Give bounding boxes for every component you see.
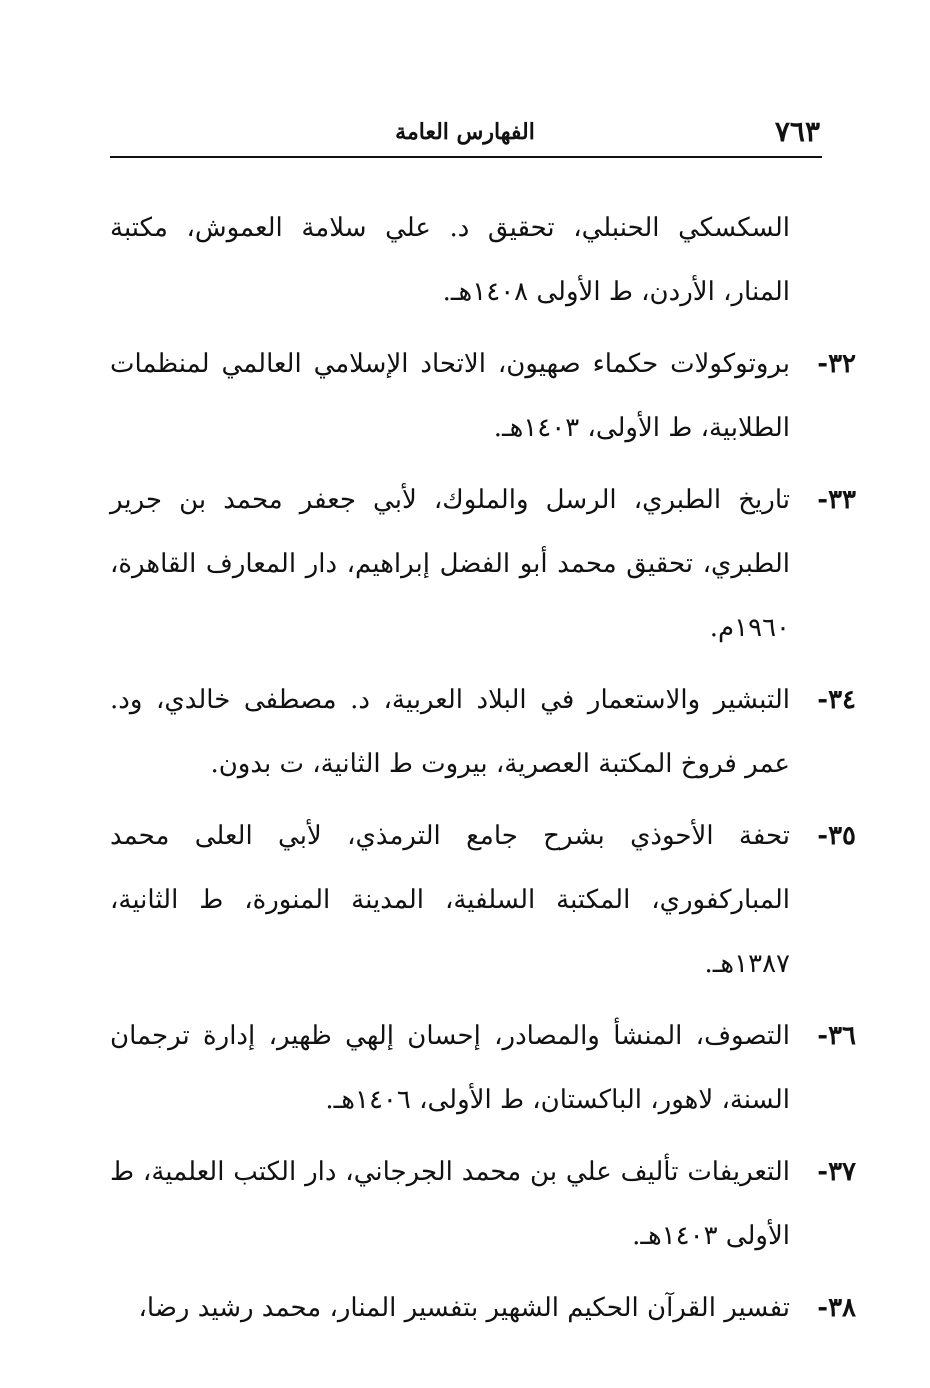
entry-text: تاريخ الطبري، الرسل والملوك، لأبي جعفر محمد بن جرير الطبري، تحقيق محمد أبو الفضل إبراهيم، دار المعارف القاهرة، ١٩٦٠م.	[110, 485, 790, 643]
bibliography-list	[110, 196, 856, 1348]
bibliography-entry-37	[110, 1140, 856, 1268]
entry-number: ٣٨-	[817, 1293, 856, 1323]
entry-text: تفسير القرآن الحكيم الشهير بتفسير المنار، محمد رشيد رضا،	[138, 1293, 790, 1323]
entry-number: ٣٣-	[817, 485, 856, 515]
entry-number: ٣٧-	[817, 1157, 856, 1187]
bibliography-entry-32	[110, 332, 856, 460]
entry-text: التصوف، المنشأ والمصادر، إحسان إلهي ظهير، إدارة ترجمان السنة، لاهور، الباكستان، ط الأولى، ١٤٠٦هـ.	[110, 1021, 790, 1115]
bibliography-entry-36	[110, 1004, 856, 1132]
entry-number: ٣٥-	[817, 821, 856, 851]
entry-text: بروتوكولات حكماء صهيون، الاتحاد الإسلامي العالمي لمنظمات الطلابية، ط الأولى، ١٤٠٣هـ.	[110, 349, 790, 443]
running-title: الفهارس العامة	[395, 119, 535, 145]
bibliography-entry-33	[110, 468, 856, 660]
entry-text: السكسكي الحنبلي، تحقيق د. علي سلامة العموش، مكتبة المنار، الأردن، ط الأولى ١٤٠٨هـ.	[110, 213, 790, 307]
entry-text: التعريفات تأليف علي بن محمد الجرجاني، دار الكتب العلمية، ط الأولى ١٤٠٣هـ.	[110, 1157, 790, 1251]
entry-text: تحفة الأحوذي بشرح جامع الترمذي، لأبي العلى محمد المباركفوري، المكتبة السلفية، المدينة المنورة، ط الثانية، ١٣٨٧هـ.	[110, 821, 790, 979]
page-header	[110, 112, 820, 158]
bibliography-entry-continuation	[110, 196, 790, 324]
bibliography-entry-35	[110, 804, 856, 996]
header-rule	[110, 156, 822, 158]
entry-number: ٣٦-	[817, 1021, 856, 1051]
entry-text: التبشير والاستعمار في البلاد العربية، د. مصطفى خالدي، ود. عمر فروخ المكتبة العصرية، بيروت ط الثانية، ت بدون.	[110, 685, 790, 779]
bibliography-entry-34	[110, 668, 856, 796]
page-number: ٧٦٣	[774, 115, 820, 148]
entry-number: ٣٢-	[817, 349, 856, 379]
entry-number: ٣٤-	[817, 685, 856, 715]
bibliography-entry-38	[110, 1276, 856, 1340]
